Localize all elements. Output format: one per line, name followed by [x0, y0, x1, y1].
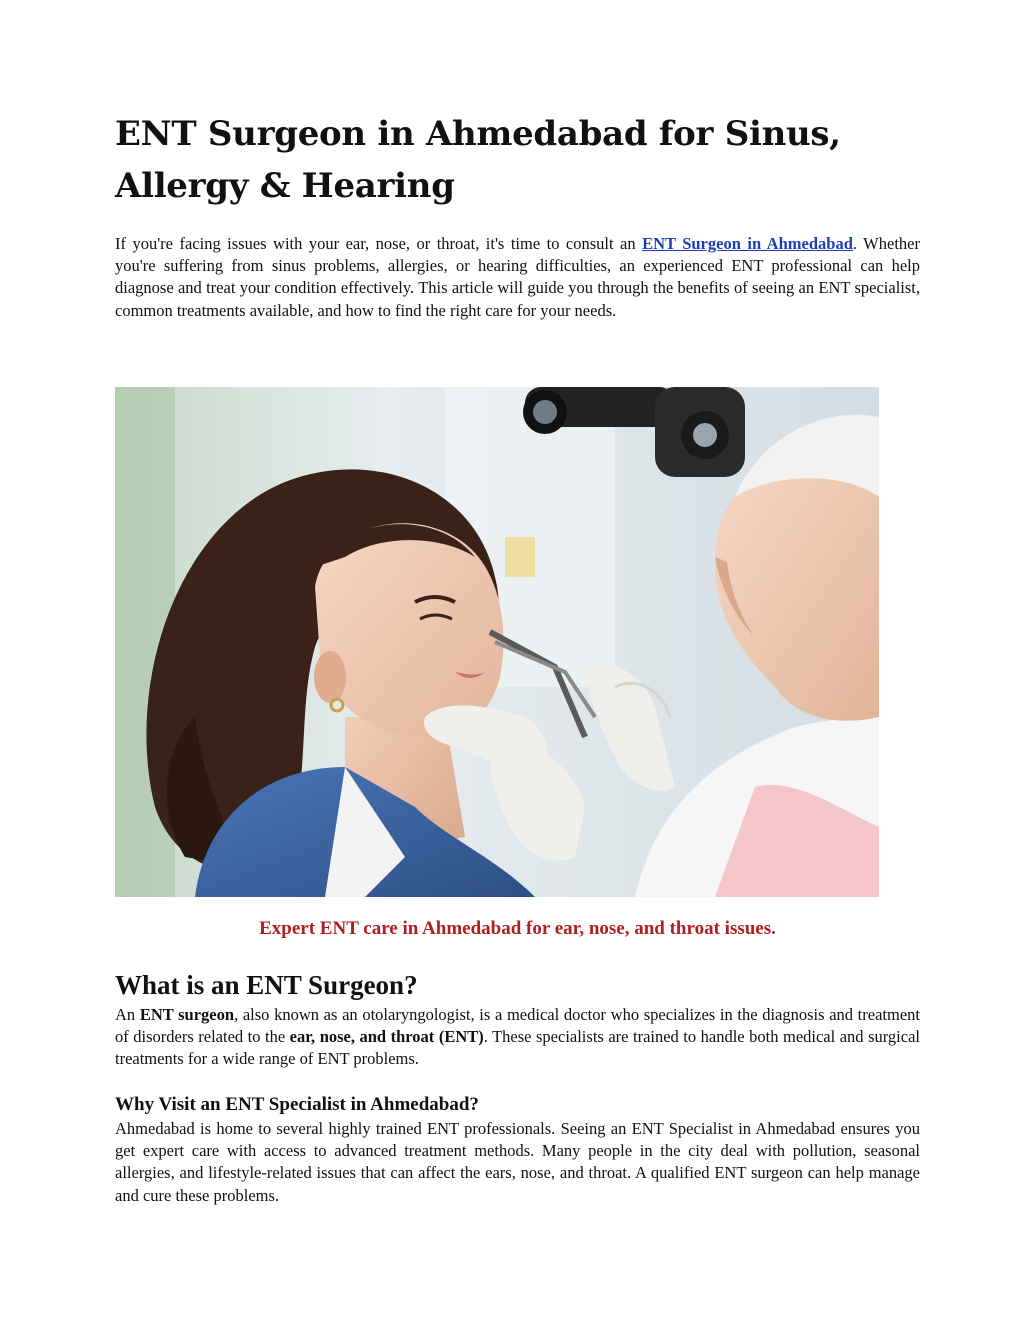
p2-bold-ent-surgeon: ENT surgeon — [139, 1005, 235, 1024]
section-paragraph-what-is-ent — [115, 1004, 920, 1071]
p2-bold-ear-nose-throat: ear, nose, and throat (ENT) — [289, 1027, 484, 1047]
p2-text-end: . These specialists are trained to handle both medical and surgical treatments for a wide range of ENT problems. — [115, 1027, 920, 1069]
intro-paragraph — [115, 233, 920, 322]
intro-text-end: . Whether you're suffering from sinus problems, allergies, or hearing difficulties, an experienced ENT professional can help diagnose and treat your condition effectively. This article will guide you through the benefits of seeing an ENT specialist, common treatments available, and how to find the right care for your needs. — [115, 234, 920, 320]
intro-text-start: If you're facing issues with your ear, nose, or throat, it's time to consult an — [115, 234, 643, 253]
p2-text-start: An — [115, 1005, 140, 1024]
section-paragraph-why-visit: Ahmedabad is home to several highly trained ENT professionals. Seeing an ENT Specialist in Ahmedabad ensures you get expert care with access to advanced treatment methods. Many people in the city deal with pollution, seasonal allergies, and lifestyle-related issues that can affect the ears, nose, and throat. A qualified ENT surgeon can help manage and cure these problems. — [115, 1119, 920, 1205]
article-title: ENT Surgeon in Ahmedabad for Sinus, Allergy & Hearing — [115, 114, 841, 206]
image-caption: Expert ENT care in Ahmedabad for ear, nose, and throat issues. — [259, 918, 776, 939]
ent-examination-photo — [115, 387, 879, 897]
p2-text-mid: , also known as an otolaryngologist, is a medical doctor who specializes in the diagnosis and treatment of disorders related to the — [115, 1005, 920, 1047]
ent-surgeon-link[interactable]: ENT Surgeon in Ahmedabad — [642, 234, 853, 253]
section-heading-why-visit: Why Visit an ENT Specialist in Ahmedabad? — [115, 1094, 479, 1115]
section-heading-what-is-ent: What is an ENT Surgeon? — [115, 970, 418, 1000]
